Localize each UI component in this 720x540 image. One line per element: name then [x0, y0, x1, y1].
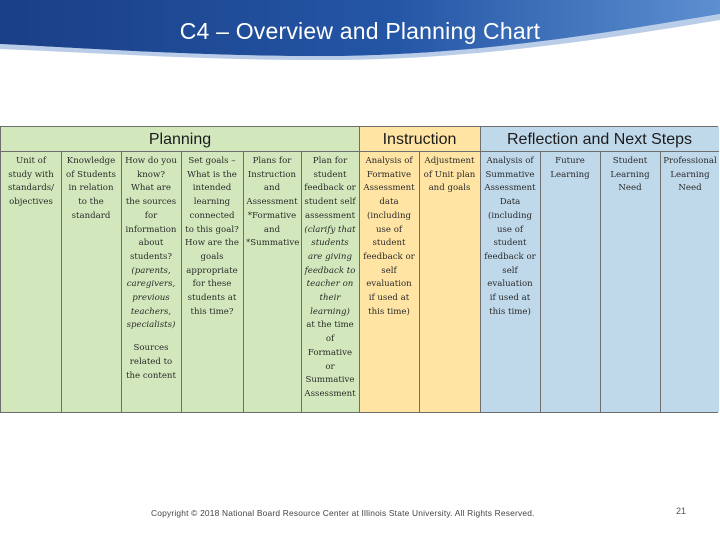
column-student-feedback: [304, 155, 356, 402]
slide-title: C4 – Overview and Planning Chart: [179, 18, 541, 44]
section-header-reflection: Reflection and Next Steps: [480, 127, 719, 152]
copyright-notice: Copyright © 2018 National Board Resource Center at Illinois State University. All Rights Reserved.: [151, 508, 535, 518]
column-divider: [61, 152, 62, 413]
column-divider: [181, 152, 182, 413]
column-divider: [600, 152, 601, 413]
section-divider: [480, 127, 481, 413]
how-know-examples: (parents, caregivers, previous teachers, specialists): [126, 265, 176, 331]
column-analysis-formative: Analysis of Formative Assessment data (including use of student feedback or self evaluation if used at this time): [363, 156, 415, 317]
column-divider: [121, 152, 122, 413]
planning-chart-table: [0, 126, 718, 413]
feedback-clarification: (clarify that students are giving feedback to teacher on their learning): [304, 224, 356, 317]
column-divider: [540, 152, 541, 413]
column-student-learning-need: Student Learning Need: [610, 156, 650, 194]
column-knowledge-of-students: Knowledge of Students in relation to the standard: [66, 156, 116, 221]
feedback-timing: at the time of Formative or Summative Assessment: [304, 320, 356, 399]
column-professional-learning-need: Professional Learning Need: [663, 156, 717, 194]
column-divider: [243, 152, 244, 413]
feedback-plan: Plan for student feedback or student self assessment: [304, 156, 356, 221]
column-set-goals: Set goals – What is the intended learning connected to this goal? How are the goals appropriate for these students at this time?: [185, 156, 239, 317]
column-analysis-summative: Analysis of Summative Assessment Data (including use of student feedback or self evaluation if used at this time): [484, 156, 536, 317]
column-how-do-you-know: [125, 155, 177, 383]
page-number: 21: [676, 506, 687, 516]
column-divider: [419, 152, 420, 413]
column-adjustment-unit-plan: Adjustment of Unit plan and goals: [423, 156, 476, 194]
content-sources: Sources related to the content: [126, 343, 176, 381]
section-divider: [359, 127, 360, 413]
how-know-question: How do you know? What are the sources for information about students?: [125, 156, 177, 262]
column-plans-instruction-assessment: Plans for Instruction and Assessment *Formative and *Summative: [246, 156, 300, 249]
section-header-instruction: Instruction: [359, 127, 480, 152]
column-divider: [660, 152, 661, 413]
section-header-planning: Planning: [1, 127, 359, 152]
column-future-learning: Future Learning: [550, 156, 590, 180]
column-divider: [301, 152, 302, 413]
column-unit-of-study: Unit of study with standards/ objectives: [7, 156, 55, 208]
